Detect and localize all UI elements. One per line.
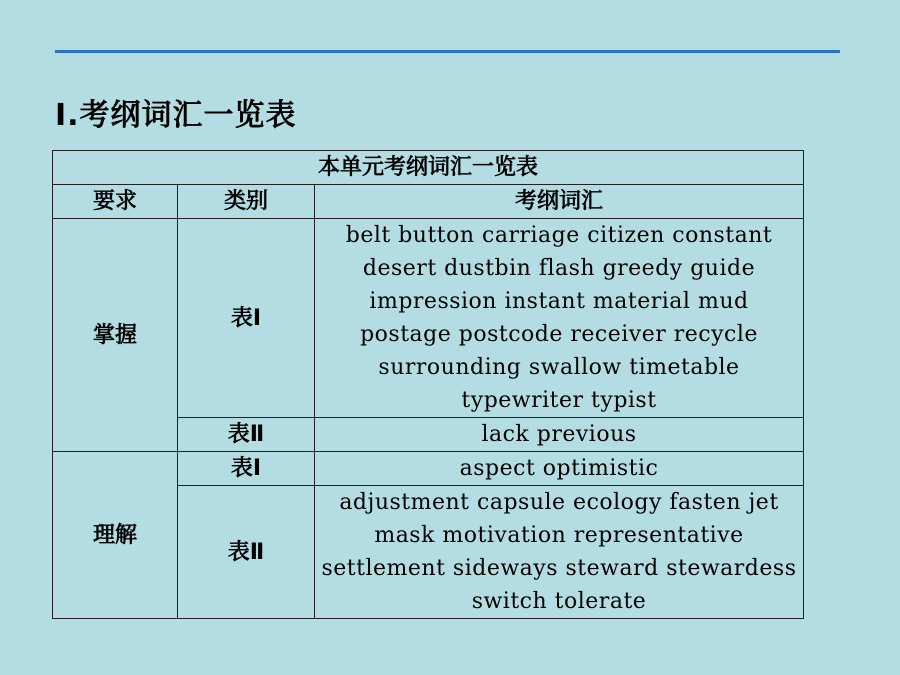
requirement-cell: 掌握: [53, 219, 178, 452]
page-heading: Ⅰ.考纲词汇一览表: [55, 98, 297, 133]
column-header-requirement: 要求: [53, 185, 178, 219]
category-cell: 表Ⅰ: [178, 452, 315, 486]
vocabulary-line: adjustment capsule ecology fasten jet: [339, 490, 779, 515]
vocabulary-line: aspect optimistic: [459, 456, 659, 481]
column-header-category: 类别: [178, 185, 315, 219]
vocabulary-line: surrounding swallow timetable: [378, 355, 740, 380]
table-title: 本单元考纲词汇一览表: [53, 151, 804, 185]
vocabulary-cell: [315, 418, 804, 452]
vocabulary-line: switch tolerate: [471, 589, 647, 614]
column-header-vocabulary: 考纲词汇: [315, 185, 804, 219]
requirement-cell: 理解: [53, 452, 178, 619]
category-cell: 表Ⅰ: [178, 219, 315, 418]
vocabulary-cell: [315, 452, 804, 486]
vocabulary-cell: [315, 486, 804, 619]
vocabulary-line: postage postcode receiver recycle: [360, 322, 758, 347]
vocabulary-cell: [315, 219, 804, 418]
category-cell: 表Ⅱ: [178, 418, 315, 452]
vocabulary-line: typewriter typist: [461, 388, 657, 413]
vocabulary-line: impression instant material mud: [369, 289, 749, 314]
vocabulary-line: lack previous: [481, 422, 637, 447]
vocabulary-line: mask motivation representative: [374, 523, 744, 548]
top-divider-line: [55, 50, 840, 53]
vocabulary-line: desert dustbin flash greedy guide: [362, 256, 756, 281]
category-cell: 表Ⅱ: [178, 486, 315, 619]
vocabulary-table: [52, 150, 804, 619]
vocabulary-line: settlement sideways steward stewardess: [321, 556, 797, 581]
vocabulary-line: belt button carriage citizen constant: [345, 223, 773, 248]
